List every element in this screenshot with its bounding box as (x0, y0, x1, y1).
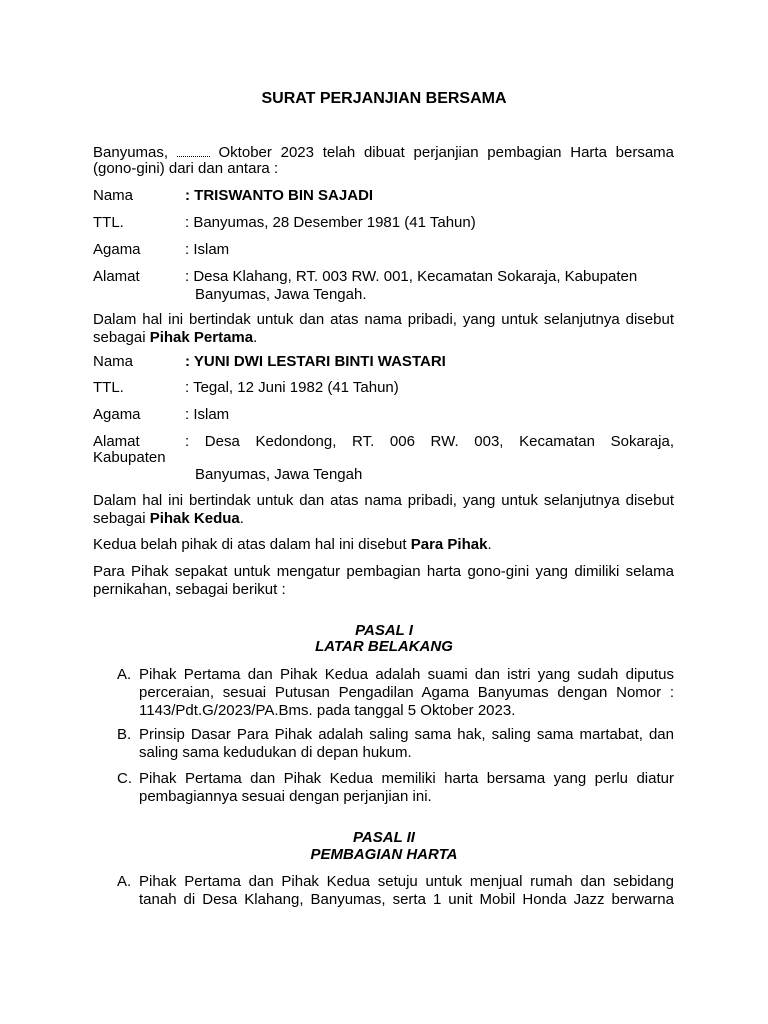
party2-nama-label: Nama (93, 353, 134, 370)
item-letter: C. (117, 770, 132, 787)
para-pihak-text: Kedua belah pihak di atas dalam hal ini disebut (93, 536, 407, 553)
para-pihak-statement (93, 536, 674, 554)
pasal1-subheading: LATAR BELAKANG (315, 638, 453, 655)
party1-closing (93, 311, 674, 347)
party1-ttl-value: : Banyumas, 28 Desember 1981 (41 Tahun) (185, 214, 476, 231)
party1-closing-text: Dalam hal ini bertindak untuk dan atas nama pribadi, yang untuk selanjutnya disebut sebagai (93, 311, 674, 346)
item-text: Pihak Pertama dan Pihak Kedua memiliki harta bersama yang perlu diatur pembagiannya sesuai dengan perjanjian ini. (139, 770, 674, 805)
party2-alamat-value: : Desa Kedondong, RT. 006 RW. 003, Kecamatan Sokaraja, (185, 433, 674, 450)
party2-alamat-value-2: Banyumas, Jawa Tengah (195, 466, 363, 483)
party1-closing-end: . (253, 329, 258, 346)
party2-alamat-label: Alamat (93, 433, 140, 450)
document-title: SURAT PERJANJIAN BERSAMA (261, 90, 507, 107)
party2-designation: Pihak Kedua (149, 510, 240, 527)
item-letter: B. (117, 726, 132, 743)
date-blank (177, 146, 210, 157)
party1-nama-value: : TRISWANTO BIN SAJADI (185, 187, 374, 204)
party2-agama-value: : Islam (185, 406, 230, 423)
item-text: Prinsip Dasar Para Pihak adalah saling sama hak, saling sama martabat, dan saling sama kedudukan di depan hukum. (139, 726, 674, 761)
party1-ttl-label: TTL. (93, 214, 124, 231)
item-text: Pihak Pertama dan Pihak Kedua adalah suami dan istri yang sudah diputus perceraian, sesuai Putusan Pengadilan Agama Banyumas dengan Nomor : 1143/Pdt.G/2023/PA.Bms. pada tanggal 5 Oktober 2023. (139, 666, 674, 719)
item-text: Pihak Pertama dan Pihak Kedua setuju untuk menjual rumah dan sebidang tanah di Desa Klahang, Banyumas, serta 1 unit Mobil Honda Jazz berwarna (139, 873, 674, 908)
pasal2-heading: PASAL II (353, 829, 415, 846)
para-pihak-term: Para Pihak (410, 536, 488, 553)
intro-line-2: (gono-gini) dari dan antara : (93, 160, 279, 177)
party2-ttl-value: : Tegal, 12 Juni 1982 (41 Tahun) (185, 379, 399, 396)
party1-designation: Pihak Pertama (149, 329, 254, 346)
pasal2-subheading: PEMBAGIAN HARTA (310, 846, 458, 863)
party2-alamat-label-2: Kabupaten (93, 449, 166, 466)
party1-agama-label: Agama (93, 241, 141, 258)
party2-nama-value: : YUNI DWI LESTARI BINTI WASTARI (185, 353, 446, 370)
pasal1-heading: PASAL I (355, 622, 413, 639)
party2-agama-label: Agama (93, 406, 141, 423)
party2-closing-text: Dalam hal ini bertindak untuk dan atas nama pribadi, yang untuk selanjutnya disebut sebagai (93, 492, 674, 527)
intro-text: Oktober 2023 telah dibuat perjanjian pembagian Harta bersama (218, 144, 675, 161)
party2-ttl-label: TTL. (93, 379, 124, 396)
para-pihak-end: . (487, 536, 492, 553)
party2-closing-end: . (239, 510, 244, 527)
party1-agama-value: : Islam (185, 241, 230, 258)
item-letter: A. (117, 666, 132, 683)
agreement-intro: Para Pihak sepakat untuk mengatur pembagian harta gono-gini yang dimiliki selama pernikahan, sebagai berikut : (93, 563, 674, 598)
item-letter: A. (117, 873, 132, 890)
party1-alamat-value: : Desa Klahang, RT. 003 RW. 001, Kecamatan Sokaraja, Kabupaten Banyumas, Jawa Tengah. (185, 268, 638, 303)
party1-alamat-label: Alamat (93, 268, 140, 285)
party1-nama-label: Nama (93, 187, 134, 204)
party2-closing (93, 492, 674, 528)
intro-place: Banyumas, (93, 144, 169, 161)
